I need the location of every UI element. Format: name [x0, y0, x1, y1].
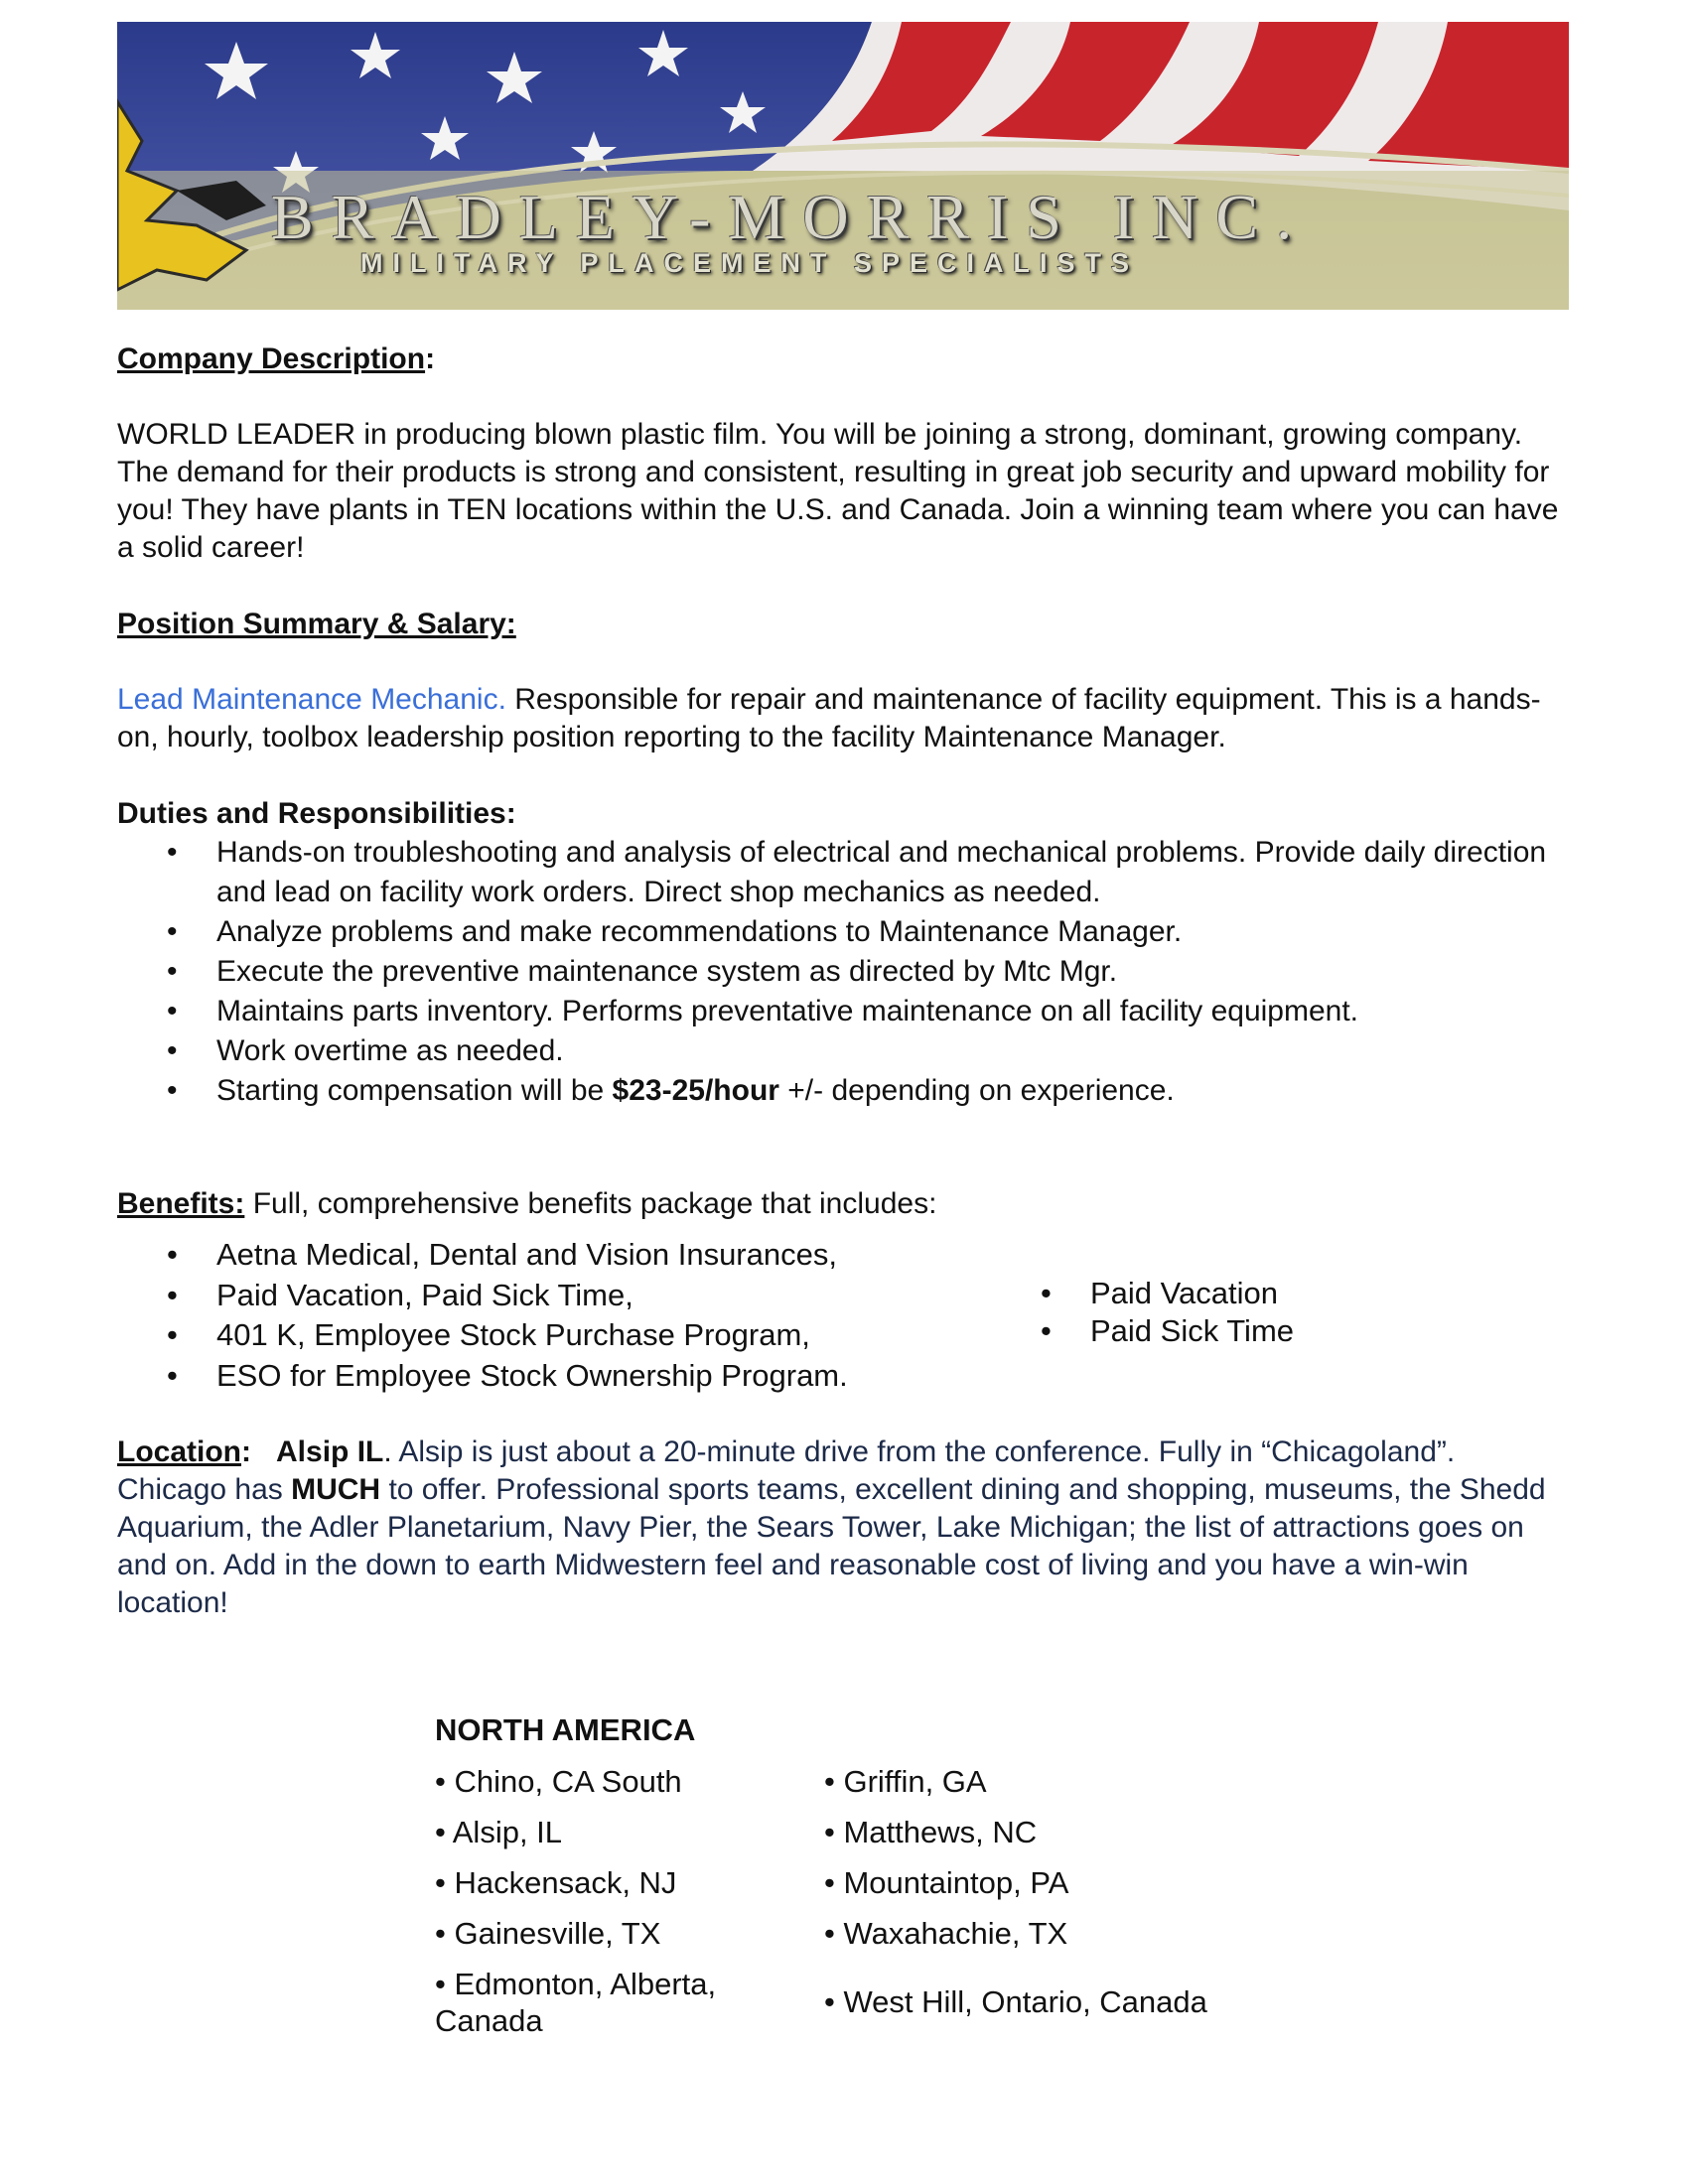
plant-location: • Hackensack, NJ [435, 1865, 677, 1900]
duties-section [117, 795, 1572, 1111]
position-title: Lead Maintenance Mechanic. [117, 683, 506, 716]
benefit-item: • 401 K, Employee Stock Purchase Program, [117, 1315, 1011, 1356]
benefits-heading: Benefits: [117, 1187, 245, 1220]
location-section [117, 1433, 1572, 1622]
plant-location: • West Hill, Ontario, Canada [824, 1984, 1207, 2019]
position-summary-section [117, 606, 1572, 756]
benefits-right-list-wrap [991, 1275, 1388, 1350]
position-summary-heading: Position Summary & Salary: [117, 608, 516, 640]
plant-location: • Chino, CA South [435, 1764, 682, 1799]
company-description-section [117, 341, 1572, 567]
compensation-value: $23-25/hour [612, 1074, 779, 1107]
plant-location: • Edmonton, Alberta, Canada [435, 1967, 717, 2038]
duty-item: • Analyze problems and make recommendations to Maintenance Manager. [117, 912, 1572, 952]
plant-location: • Gainesville, TX [435, 1916, 661, 1951]
north-america-right-column [824, 1763, 1321, 2020]
company-description-body: WORLD LEADER in producing blown plastic film. You will be joining a strong, dominant, growing company. The demand for their products is strong and consistent, resulting in great job security and upward mobility for you! They have plants in TEN locations within the U.S. and Canada. Join a winning team where you can have a solid career! [117, 418, 1559, 564]
benefit-item: • ESO for Employee Stock Ownership Program. [117, 1356, 1011, 1397]
benefits-left-list [117, 1235, 1011, 1396]
plant-location: • Alsip, IL [435, 1815, 563, 1849]
benefits-right-list [991, 1275, 1388, 1350]
location-paragraph: Location: Alsip IL. Alsip is just about a 20-minute drive from the conference. Fully in “Chicagoland”. Chicago has MUCH to offer. Professional sports teams, excellent dining and shopping, museums, the Shedd Aquarium, the Adler Planetarium, Navy Pier, the Sears Tower, Lake Michigan; the list of attractions goes on and on. Add in the down to earth Midwestern feel and reasonable cost of living and you have a win-win location! [117, 1435, 1546, 1619]
duty-item: • Maintains parts inventory. Performs preventative maintenance on all facility equipment. [117, 992, 1572, 1031]
duty-item-compensation: • Starting compensation will be $23-25/hour +/- depending on experience. [117, 1071, 1572, 1111]
company-description-heading: Company Description: [117, 342, 436, 375]
plant-location: • Griffin, GA [824, 1764, 987, 1799]
document-page [117, 22, 1572, 2038]
location-city: Alsip IL [276, 1435, 384, 1468]
location-heading: Location [117, 1435, 241, 1468]
benefits-left-list-wrap [117, 1235, 1011, 1396]
plant-location: • Matthews, NC [824, 1815, 1038, 1849]
position-summary-body: Lead Maintenance Mechanic. Responsible for repair and maintenance of facility equipment. This is a hands-on, hourly, toolbox leadership position reporting to the facility Maintenance Manager. [117, 683, 1541, 753]
benefits-heading-line: Benefits: Full, comprehensive benefits package that includes: [117, 1187, 937, 1220]
plant-location: • Waxahachie, TX [824, 1916, 1068, 1951]
benefits-section [117, 1185, 1572, 1223]
benefit-item: • Paid Sick Time [991, 1312, 1388, 1350]
north-america-heading: NORTH AMERICA [435, 1712, 696, 1747]
banner-tagline: MILITARY PLACEMENT SPECIALISTS [360, 248, 1140, 278]
duty-item: • Work overtime as needed. [117, 1031, 1572, 1071]
north-america-left-column [435, 1763, 773, 2039]
company-banner [117, 22, 1569, 310]
duties-heading: Duties and Responsibilities: [117, 797, 516, 830]
duties-list [117, 833, 1572, 1111]
benefit-item: • Aetna Medical, Dental and Vision Insurances, [117, 1235, 1011, 1276]
plant-location: • Mountaintop, PA [824, 1865, 1069, 1900]
duty-item: • Hands-on troubleshooting and analysis of electrical and mechanical problems. Provide daily direction and lead on facility work orders. Direct shop mechanics as needed. [117, 833, 1572, 912]
benefit-item: • Paid Vacation, Paid Sick Time, [117, 1276, 1011, 1316]
banner-company-name: BRADLEY-MORRIS INC. [271, 182, 1311, 252]
duty-item: • Execute the preventive maintenance system as directed by Mtc Mgr. [117, 952, 1572, 992]
benefit-item: • Paid Vacation [991, 1275, 1388, 1312]
